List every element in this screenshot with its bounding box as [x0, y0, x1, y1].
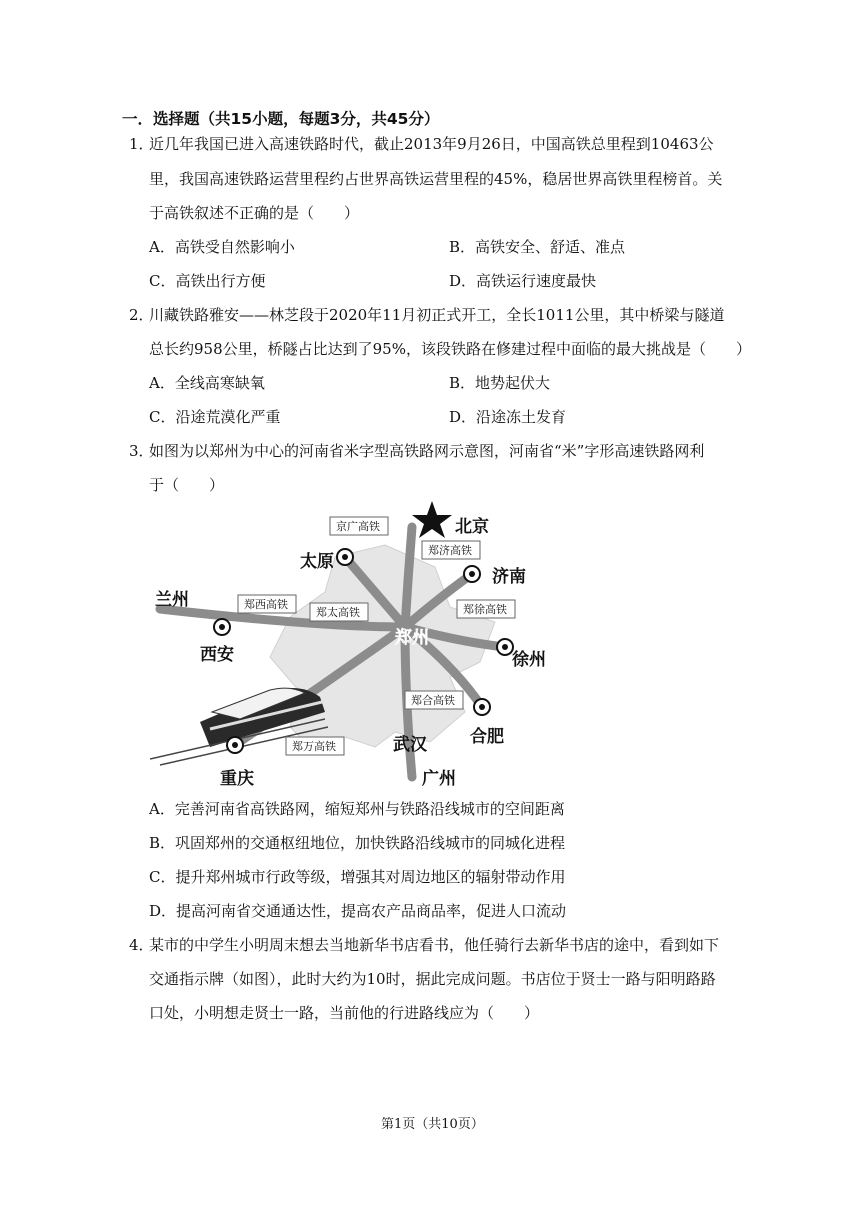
line-label-jingguang: 京广高铁 — [336, 520, 380, 533]
city-chongqing: 重庆 — [220, 769, 254, 787]
question-text-line: 如图为以郑州为中心的河南省米字型高铁路网示意图，河南省“米”字形高速铁路网利 — [149, 442, 705, 460]
line-label-zhengji: 郑济高铁 — [428, 544, 472, 557]
question-text-line: 于（ ） — [149, 476, 225, 494]
henan-province-shape — [270, 545, 495, 752]
section-heading: 一．选择题（共15小题，每题3分，共45分） — [122, 110, 440, 128]
center-label: 郑州 — [395, 628, 429, 648]
line-label-zhengxi: 郑西高铁 — [244, 598, 288, 611]
question-text-line: 里，我国高速铁路运营里程约占世界高铁运营里程的45%，稳居世界高铁里程榜首。关 — [149, 170, 723, 188]
railway-network-map — [150, 497, 550, 787]
option-c[interactable]: C．提升郑州城市行政等级，增强其对周边地区的辐射带动作用 — [149, 868, 566, 886]
question-text-line: 某市的中学生小明周末想去当地新华书店看书，他任骑行去新华书店的途中，看到如下 — [149, 936, 720, 954]
city-xian: 西安 — [200, 645, 234, 665]
option-d[interactable]: D．高铁运行速度最快 — [449, 272, 597, 290]
question-text-line: 于高铁叙述不正确的是（ ） — [149, 204, 360, 222]
option-b[interactable]: B．高铁安全、舒适、准点 — [449, 238, 626, 256]
question-text-line: 总长约958公里，桥隧占比达到了95%，该段铁路在修建过程中面临的最大挑战是（ ） — [149, 340, 751, 358]
question-number: 4． — [129, 936, 154, 954]
city-lanzhou: 兰州 — [155, 590, 189, 610]
option-c[interactable]: C．高铁出行方便 — [149, 272, 266, 290]
option-b[interactable]: B．地势起伏大 — [449, 374, 551, 392]
line-label-zhengxu: 郑徐高铁 — [463, 603, 507, 616]
question-text-line: 川藏铁路雅安——林芝段于2020年11月初正式开工，全长1011公里，其中桥梁与隧道 — [149, 306, 725, 324]
city-guangzhou: 广州 — [422, 769, 456, 787]
city-taiyuan: 太原 — [300, 552, 334, 572]
question-number: 1． — [129, 135, 154, 153]
line-label-zhengtai: 郑太高铁 — [316, 606, 360, 619]
option-a[interactable]: A．高铁受自然影响小 — [149, 238, 295, 256]
city-hefei: 合肥 — [470, 727, 504, 747]
option-a[interactable]: A．全线高寒缺氧 — [149, 374, 265, 392]
city-jinan: 济南 — [492, 567, 526, 587]
city-wuhan: 武汉 — [393, 735, 427, 755]
option-a[interactable]: A．完善河南省高铁路网，缩短郑州与铁路沿线城市的空间距离 — [149, 800, 565, 818]
question-number: 2． — [129, 306, 154, 324]
option-c[interactable]: C．沿途荒漠化严重 — [149, 408, 281, 426]
question-text-line: 交通指示牌（如图），此时大约为10时，据此完成问题。书店位于贤士一路与阳明路路 — [149, 970, 716, 988]
question-text-line: 口处，小明想走贤士一路，当前他的行进路线应为（ ） — [149, 1004, 540, 1022]
page-footer: 第1页（共10页） — [381, 1117, 484, 1132]
line-label-zhenghe: 郑合高铁 — [411, 694, 455, 707]
option-d[interactable]: D．提高河南省交通通达性，提高农产品商品率，促进人口流动 — [149, 902, 567, 920]
star-icon — [412, 501, 452, 538]
city-xuzhou: 徐州 — [512, 650, 546, 670]
option-d[interactable]: D．沿途冻土发育 — [449, 408, 567, 426]
option-b[interactable]: B．巩固郑州的交通枢纽地位，加快铁路沿线城市的同城化进程 — [149, 834, 566, 852]
line-label-zhengwan: 郑万高铁 — [292, 740, 336, 753]
question-text-line: 近几年我国已进入高速铁路时代，截止2013年9月26日，中国高铁总里程到10463公 — [149, 135, 714, 153]
question-number: 3． — [129, 442, 154, 460]
city-beijing: 北京 — [455, 517, 489, 537]
